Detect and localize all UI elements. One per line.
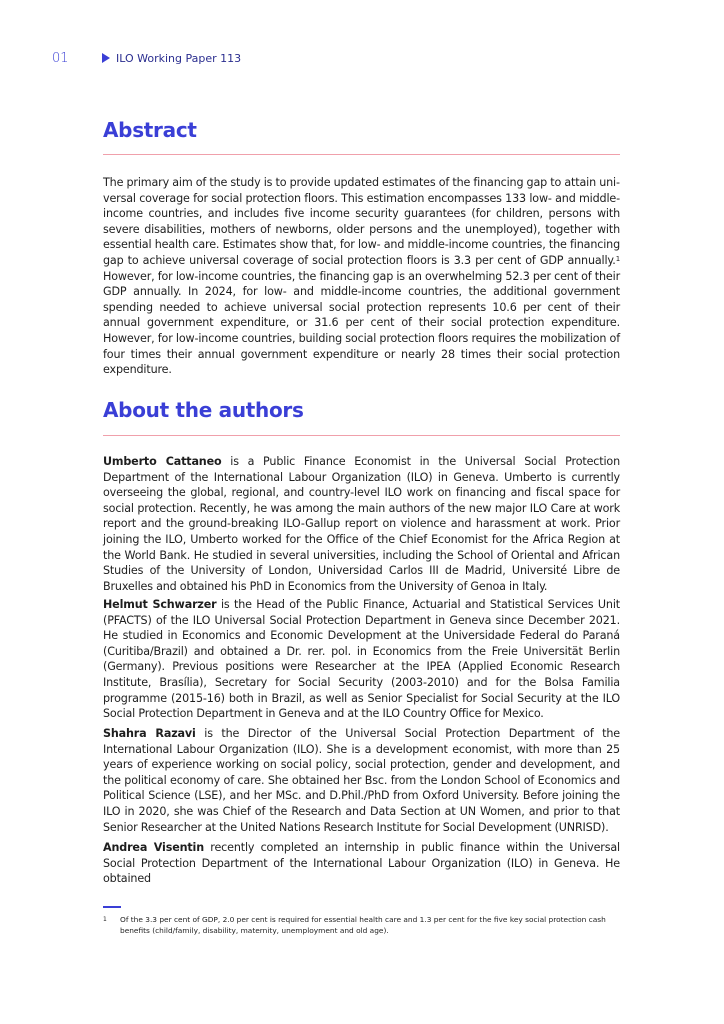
- series-title: ILO Working Paper 113: [116, 51, 242, 65]
- author-bio: [103, 726, 620, 835]
- play-triangle-icon: [102, 53, 110, 63]
- footnote-divider: [103, 906, 121, 908]
- author-bio-visentin: [103, 840, 620, 887]
- abstract-section: [103, 118, 620, 142]
- authors-section: [103, 398, 620, 422]
- abstract-divider: [103, 154, 620, 155]
- author-bio: [103, 597, 620, 722]
- author-name: Helmut Schwarzer: [103, 598, 217, 611]
- author-bio-razavi: [103, 726, 620, 835]
- author-name: Umberto Cattaneo: [103, 455, 222, 468]
- author-bio-schwarzer: [103, 597, 620, 722]
- abstract-text-part-2: However, for low-income countries, the financing gap is an overwhelming 52.3 per cent of their GDP annually. In 2024, for low- and middle-income countries, the additional government spending needed to achieve universal social protection represents 10.6 per cent of their annual government expenditure, or 31.6 per cent of their social protection expenditure. However, for low-income countries, building social protection floors requires the mobilization of four times their annual government expenditure or nearly 28 times their social protection expenditure.: [103, 269, 620, 377]
- authors-divider: [103, 435, 620, 436]
- footnote: [103, 914, 620, 936]
- footnote-reference[interactable]: 1: [615, 254, 620, 263]
- abstract-heading: Abstract: [103, 118, 197, 142]
- author-bio: [103, 454, 620, 594]
- page-number: 01: [52, 50, 69, 66]
- author-bio-text: is a Public Finance Economist in the Universal Social Protection Department of the International Labour Organization (ILO) in Geneva. Umberto is currently overseeing the global, regional, and country-level ILO work on financing and fiscal space for social protection. Recently, he was among the main authors of the new major ILO Care at work report and the ground-breaking ILO-Gallup report on violence and harassment at work. Prior joining the ILO, Umberto worked for the Office of the Chief Economist for the Africa Region at the World Bank. He studied in several universities, including the School of Oriental and African Studies of the University of London, Universidad Carlos III de Madrid, Université Libre de Bruxelles and obtained his PhD in Economics from the University of Genoa in Italy.: [103, 455, 620, 593]
- author-bio-text: is the Director of the Universal Social Protection Department of the International Labour Organization (ILO). She is a development economist, with more than 25 years of experience working on social policy, social protection, gender and development, and the political economy of care. She obtained her Bsc. from the London School of Economics and Political Science (LSE), and her MSc. and D.Phil./PhD from Oxford University. Before joining the ILO in 2020, she was Chief of the Research and Data Section at UN Women, and prior to that Senior Researcher at the United Nations Research Institute for Social Development (UNRISD).: [103, 727, 620, 834]
- author-name: Shahra Razavi: [103, 727, 196, 740]
- author-bio-text: recently completed an internship in public finance within the Universal Social Protection Department of the International Labour Organization (ILO) in Geneva. He obtained: [103, 841, 620, 886]
- author-bio: [103, 840, 620, 887]
- footnote-text: Of the 3.3 per cent of GDP, 2.0 per cent is required for essential health care and 1.3 per cent for the five key social protection cash benefits (child/family, disability, maternity, unemployment and old age).: [120, 915, 606, 935]
- running-header: [52, 50, 241, 66]
- author-name: Andrea Visentin: [103, 841, 205, 854]
- abstract-body: [103, 175, 620, 378]
- abstract-paragraph: [103, 175, 620, 378]
- author-bio-cattaneo: [103, 454, 620, 594]
- author-bio-text: is the Head of the Public Finance, Actuarial and Statistical Services Unit (PFACTS) of the ILO Universal Social Protection Department in Geneva since December 2021. He studied in Economics and Economic Development at the Universidade Federal do Paraná (Curitiba/Brazil) and obtained a Dr. rer. pol. in Economics from the Freie Universität Berlin (Germany). Previous positions were Researcher at the IPEA (Applied Economic Research Institute, Brasília), Secretary for Social Security (2003-2010) and for the Bolsa Familia programme (2015-16) both in Brazil, as well as Senior Specialist for Social Security at the ILO Social Protection Department in Geneva and at the ILO Country Office for Mexico.: [103, 598, 620, 721]
- authors-heading: About the authors: [103, 398, 304, 422]
- footnote-number: 1: [103, 916, 107, 923]
- abstract-text-part-1: The primary aim of the study is to provide updated estimates of the financing gap to attain universal coverage for social protection floors. This estimation encompasses 133 low- and middle-income countries, and includes five income security guarantees (for children, persons with severe disabilities, mothers of newborns, older persons and the unemployed), together with essential health care. Estimates show that, for low- and middle-income countries, the financing gap to achieve universal coverage of social protection floors is 3.3 per cent of GDP annually.: [103, 176, 620, 267]
